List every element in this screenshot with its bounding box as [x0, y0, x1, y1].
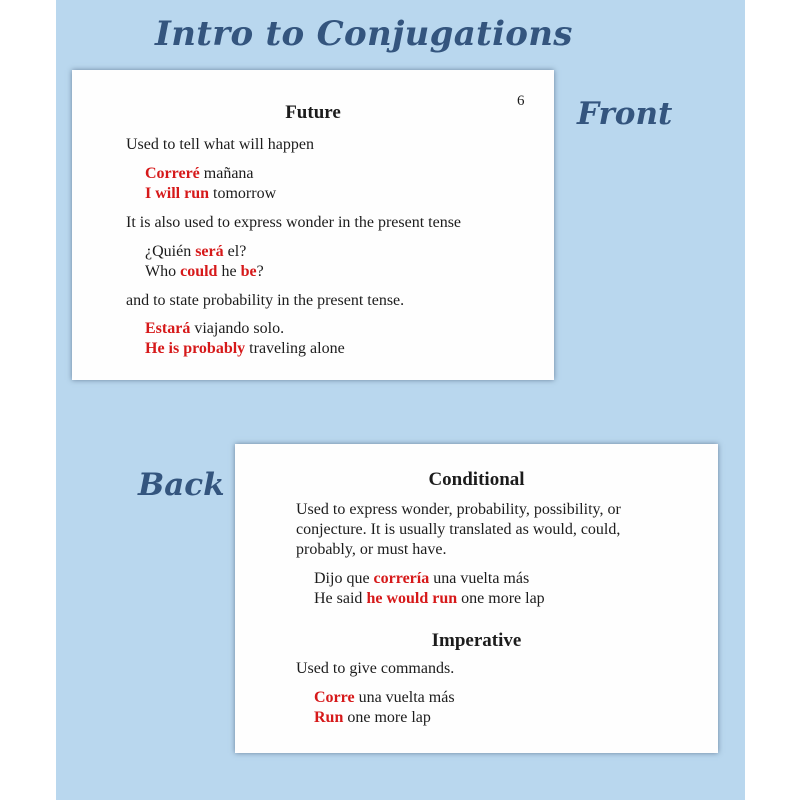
- highlighted-verb: be: [240, 263, 257, 280]
- example-english: [314, 708, 431, 728]
- highlighted-verb: Corre: [314, 689, 355, 706]
- example-text: Who: [145, 263, 181, 280]
- example-english: [145, 339, 345, 359]
- highlighted-verb: Correré: [145, 165, 200, 182]
- highlighted-verb: he would run: [366, 590, 458, 607]
- example-text: una vuelta más: [354, 689, 455, 706]
- page-number: 6: [517, 93, 525, 109]
- example-english: [145, 184, 276, 204]
- example-english: [314, 589, 545, 609]
- example-text: one more lap: [457, 590, 545, 607]
- example-spanish: [145, 242, 246, 262]
- example-text: una vuelta más: [429, 570, 530, 587]
- back-label: Back: [138, 467, 225, 503]
- example-text: traveling alone: [245, 340, 345, 357]
- example-text: tomorrow: [209, 185, 277, 202]
- description-line: conjecture. It is usually translated as would, could,: [296, 521, 621, 538]
- example-spanish: [145, 319, 284, 339]
- front-label: Front: [577, 96, 673, 132]
- example-text: Dijo que: [314, 570, 374, 587]
- highlighted-verb: I will run: [145, 185, 210, 202]
- highlighted-verb: correría: [373, 570, 430, 587]
- description-text: Used to give commands.: [296, 660, 455, 677]
- example-text: el?: [223, 243, 247, 260]
- example-spanish: [314, 688, 455, 708]
- example-text: ¿Quién: [145, 243, 196, 260]
- highlighted-verb: será: [195, 243, 224, 260]
- example-text: mañana: [199, 165, 254, 182]
- example-text: He said: [314, 590, 367, 607]
- example-text: he: [217, 263, 241, 280]
- card-heading-imperative: Imperative: [431, 630, 522, 651]
- description-text: and to state probability in the present tense.: [126, 292, 405, 309]
- example-text: ?: [256, 263, 264, 280]
- highlighted-verb: Estará: [145, 320, 191, 337]
- front-flashcard: [72, 70, 554, 380]
- highlighted-verb: could: [180, 263, 218, 280]
- example-english: [145, 262, 264, 282]
- description-text: Used to tell what will happen: [126, 136, 314, 153]
- back-flashcard: [235, 444, 718, 753]
- highlighted-verb: He is probably: [145, 340, 246, 357]
- description-line: Used to express wonder, probability, possibility, or: [296, 501, 621, 518]
- example-spanish: [314, 569, 529, 589]
- card-heading-future: Future: [285, 102, 341, 123]
- example-text: one more lap: [343, 709, 431, 726]
- example-text: viajando solo.: [190, 320, 285, 337]
- highlighted-verb: Run: [314, 709, 344, 726]
- example-spanish: [145, 164, 254, 184]
- description-text: It is also used to express wonder in the present tense: [126, 214, 462, 231]
- card-heading-conditional: Conditional: [428, 469, 525, 490]
- page-title: Intro to Conjugations: [155, 14, 573, 54]
- description-line: probably, or must have.: [296, 541, 447, 558]
